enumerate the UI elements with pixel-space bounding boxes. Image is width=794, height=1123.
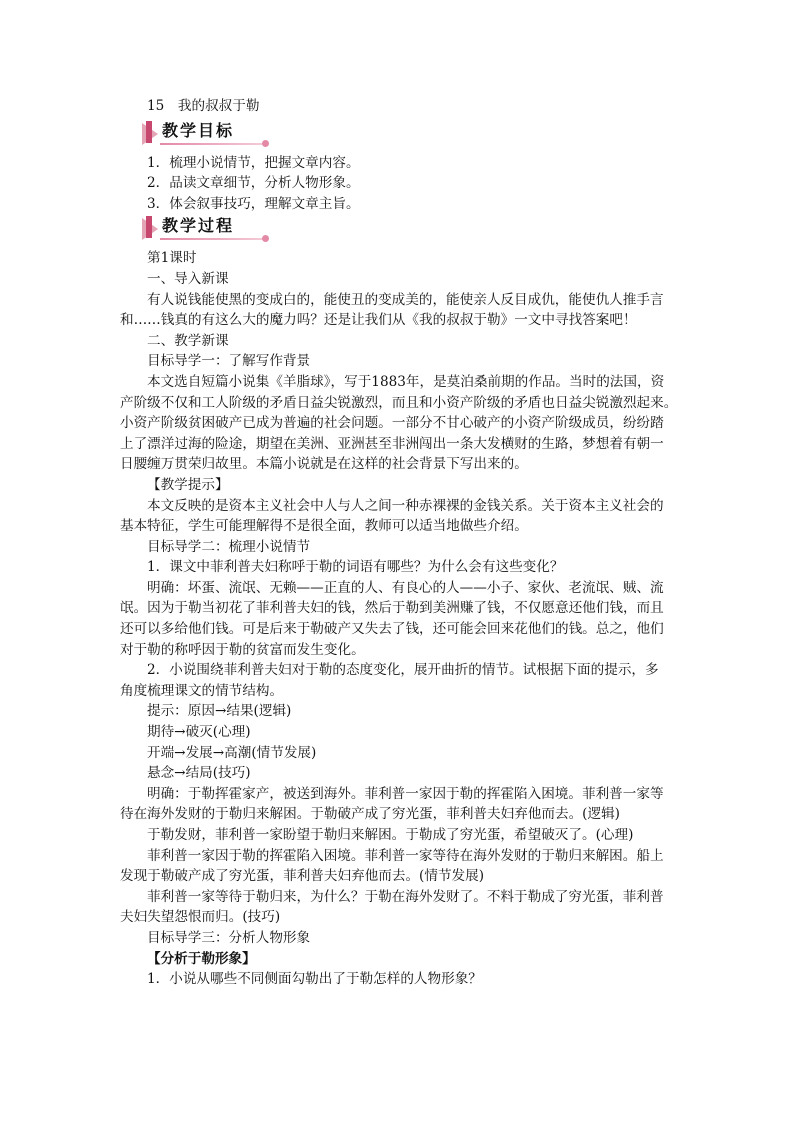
paragraph-line: 明确：坏蛋、流氓、无赖——正直的人、有良心的人——小子、家伙、老流氓、贼、流: [147, 579, 664, 596]
document-page: [120, 96, 680, 990]
banner-underline: [160, 238, 266, 240]
paragraph-line: 氓。因为于勒当初花了菲利普夫妇的钱，然后于勒到美洲赚了钱，不仅愿意还他们钱，而且: [120, 600, 664, 617]
paragraph-line: 日腰缠万贯荣归故里。本篇小说就是在这样的社会背景下写出来的。: [120, 456, 528, 473]
banner-dot-icon: [262, 140, 269, 147]
paragraph-line: 上了漂洋过海的险途，期望在美洲、亚洲甚至非洲闯出一条大发横财的生路，梦想着有朝一: [120, 435, 664, 452]
paragraph-line: 菲利普一家等待于勒归来，为什么？于勒在海外发财了。不料于勒成了穷光蛋，菲利普: [147, 888, 664, 905]
paragraph-line: 待在海外发财的于勒归来解困。于勒破产成了穷光蛋，菲利普夫妇弃他而去。(逻辑): [120, 806, 620, 823]
paragraph-line: 角度梳理课文的情节结构。: [120, 682, 284, 699]
paragraph-line: 夫妇失望怨恨而归。(技巧): [120, 909, 281, 926]
analysis-heading: 【分析于勒形象】: [147, 950, 256, 967]
question-line: 1．课文中菲利普夫妇称呼于勒的词语有哪些？为什么会有这些变化？: [147, 559, 564, 576]
banner-underline: [160, 143, 266, 145]
section-banner-goals: [142, 121, 282, 147]
banner-stripe-icon: [146, 216, 152, 238]
paragraph-line: 基本特征，学生可能理解得不是很全面，教师可以适当地做些介绍。: [120, 518, 528, 535]
section-heading-process: 教学过程: [162, 216, 235, 236]
teaching-tip-heading: 【教学提示】: [147, 476, 229, 493]
section-heading-goals: 教学目标: [162, 120, 235, 140]
paragraph-line: 和……钱真的有这么大的魔力吗？还是让我们从《我的叔叔于勒》一文中寻找答案吧！: [120, 312, 637, 329]
question-line: 1．小说从哪些不同侧面勾勒出了于勒怎样的人物形象？: [147, 971, 482, 988]
paragraph-line: 还可以多给他们钱。可是后来于勒破产又失去了钱，还可能会回来花他们的钱。总之，他们: [120, 621, 664, 638]
section-heading: 二、教学新课: [147, 332, 229, 349]
lesson-period: 第1课时: [147, 250, 197, 267]
hint-line: 开端→发展→高潮(情节发展): [147, 744, 317, 761]
lesson-title: 15 我的叔叔于勒: [147, 98, 260, 114]
banner-stripe-icon: [146, 121, 152, 143]
paragraph-line: 产阶级不仅和工人阶级的矛盾日益尖锐激烈，而且和小资产阶级的矛盾也日益尖锐激烈起来。: [120, 394, 678, 411]
paragraph-line: 本文选自短篇小说集《羊脂球》，写于1883年，是莫泊桑前期的作品。当时的法国，资: [147, 373, 665, 390]
subheading: 目标导学一：了解写作背景: [147, 353, 311, 370]
section-banner-process: [142, 216, 282, 242]
subheading: 目标导学二：梳理小说情节: [147, 538, 311, 555]
paragraph-line: 小资产阶级贫困破产已成为普遍的社会问题。一部分不甘心破产的小资产阶级成员，纷纷踏: [120, 415, 664, 432]
paragraph-line: 本文反映的是资本主义社会中人与人之间一种赤裸裸的金钱关系。关于资本主义社会的: [147, 497, 664, 514]
paragraph-line: 对于勒的称呼因于勒的贫富而发生变化。: [120, 641, 365, 658]
hint-line: 悬念→结局(技巧): [147, 765, 251, 782]
goal-item: 2．品读文章细节，分析人物形象。: [147, 175, 360, 192]
paragraph-line: 发现于勒破产成了穷光蛋，菲利普夫妇弃他而去。(情节发展): [120, 868, 485, 885]
subheading: 目标导学三：分析人物形象: [147, 929, 311, 946]
section-heading: 一、导入新课: [147, 270, 229, 287]
paragraph-line: 有人说钱能使黑的变成白的，能使丑的变成美的，能使亲人反目成仇，能使仇人推手言: [147, 291, 664, 308]
goal-item: 1．梳理小说情节，把握文章内容。: [147, 154, 360, 171]
goal-item: 3．体会叙事技巧，理解文章主旨。: [147, 195, 360, 212]
hint-line: 提示：原因→结果(逻辑): [147, 703, 292, 720]
question-line: 2．小说围绕菲利普夫妇对于勒的态度变化，展开曲折的情节。试根据下面的提示，多: [147, 662, 659, 679]
paragraph-line: 菲利普一家因于勒的挥霍陷入困境。菲利普一家等待在海外发财的于勒归来解困。船上: [147, 847, 664, 864]
paragraph-line: 于勒发财，菲利普一家盼望于勒归来解困。于勒成了穷光蛋，希望破灭了。(心理): [147, 827, 634, 843]
hint-line: 期待→破灭(心理): [147, 724, 251, 741]
paragraph-line: 明确：于勒挥霍家产，被送到海外。菲利普一家因于勒的挥霍陷入困境。菲利普一家等: [147, 785, 664, 802]
banner-dot-icon: [262, 235, 269, 242]
